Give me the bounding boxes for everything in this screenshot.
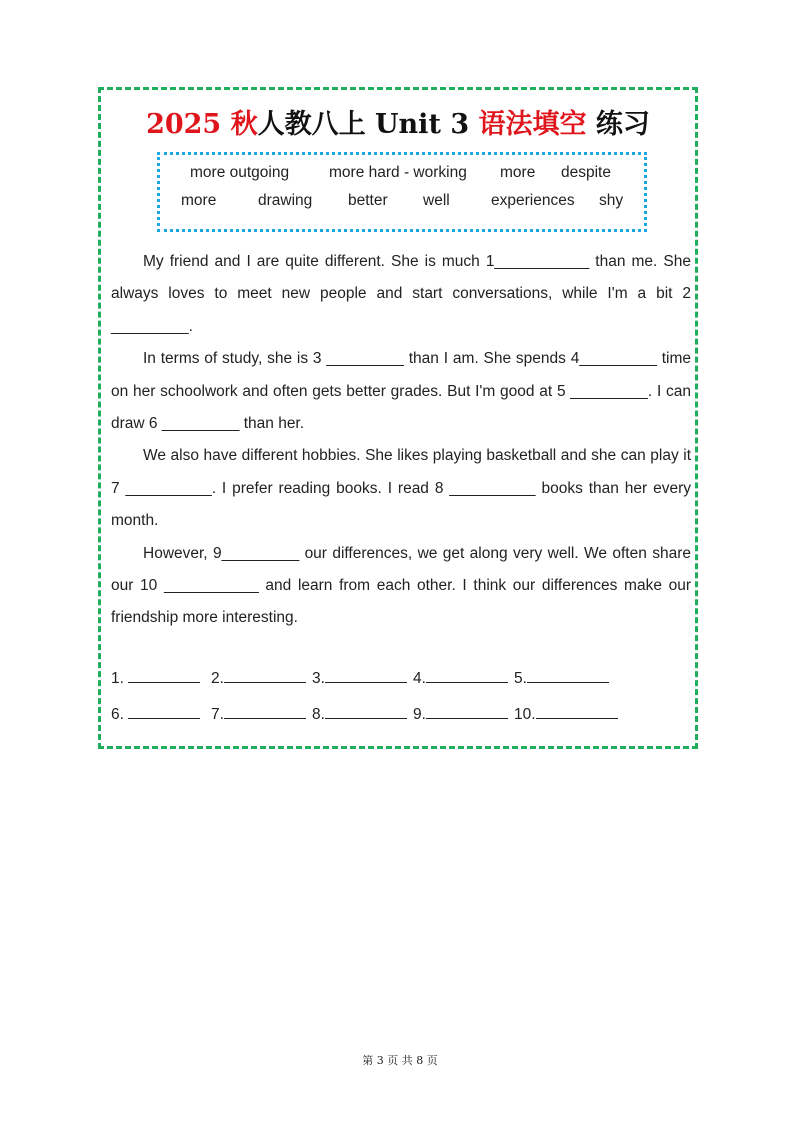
answer-slot[interactable] <box>413 668 508 688</box>
passage-paragraph-4: However, 9_________ our differences, we get along very well. We often share our 10 ___________ and learn from each other. I think our differences make our friendship more interesting. <box>111 544 691 627</box>
passage-paragraph-1: My friend and I are quite different. She is much 1___________ than me. She always loves to meet new people and start conversations, while I'm a bit 2 _________. <box>111 253 691 335</box>
answer-slot[interactable] <box>312 668 407 688</box>
passage-paragraph-2: In terms of study, she is 3 _________ than I am. She spends 4_________ time on her schoolwork and often gets better grades. But I'm good at 5 _________. I can draw 6 _________ than her. <box>111 350 691 433</box>
answer-slot[interactable] <box>111 668 200 688</box>
answer-slot[interactable] <box>211 668 306 688</box>
answer-line <box>128 668 200 683</box>
answer-line <box>527 668 609 683</box>
title-topic: 语法填空 <box>478 109 587 140</box>
word-bank-item: well <box>423 192 450 209</box>
answer-number: 3. <box>312 670 325 687</box>
word-bank <box>157 152 647 232</box>
title-suffix: 练习 <box>586 109 650 140</box>
reading-passage <box>111 246 691 635</box>
answer-number: 4. <box>413 670 426 687</box>
answer-slot[interactable] <box>413 704 508 724</box>
answer-number: 10. <box>514 706 536 723</box>
answer-line <box>426 668 508 683</box>
answer-number: 6. <box>111 706 124 723</box>
answer-line <box>325 668 407 683</box>
answer-row <box>111 668 691 704</box>
answer-line <box>426 704 508 719</box>
word-bank-item: more <box>500 164 536 181</box>
word-bank-item: more <box>181 192 217 209</box>
title-year: 2025 秋 <box>146 109 258 140</box>
word-bank-item: shy <box>599 192 624 209</box>
word-bank-item: despite <box>561 164 611 181</box>
answer-slot[interactable] <box>514 704 618 724</box>
page-footer: 第 3 页 共 8 页 <box>362 1054 438 1067</box>
passage-paragraph-3: We also have different hobbies. She likes playing basketball and she can play it 7 __________. I prefer reading books. I read 8 __________ books than her every month. <box>111 447 691 530</box>
answer-row <box>111 704 691 740</box>
page-title <box>101 102 695 141</box>
word-bank-item: drawing <box>258 192 313 209</box>
worksheet-frame <box>98 87 698 749</box>
answer-number: 7. <box>211 706 224 723</box>
answer-slot[interactable] <box>312 704 407 724</box>
answer-slot[interactable] <box>514 668 609 688</box>
answer-number: 8. <box>312 706 325 723</box>
word-bank-item: more outgoing <box>190 164 290 181</box>
answer-line <box>128 704 200 719</box>
word-bank-item: better <box>348 192 388 209</box>
answer-number: 9. <box>413 706 426 723</box>
answer-number: 5. <box>514 670 527 687</box>
answer-number: 1. <box>111 670 124 687</box>
answer-lines <box>111 668 691 740</box>
answer-line <box>224 668 306 683</box>
word-bank-item: experiences <box>491 192 575 209</box>
answer-slot[interactable] <box>211 704 306 724</box>
answer-line <box>536 704 618 719</box>
answer-line <box>224 704 306 719</box>
title-unit: 人教八上 Unit 3 <box>257 109 479 140</box>
word-bank-item: more hard - working <box>329 164 467 181</box>
answer-number: 2. <box>211 670 224 687</box>
answer-slot[interactable] <box>111 704 200 724</box>
answer-line <box>325 704 407 719</box>
